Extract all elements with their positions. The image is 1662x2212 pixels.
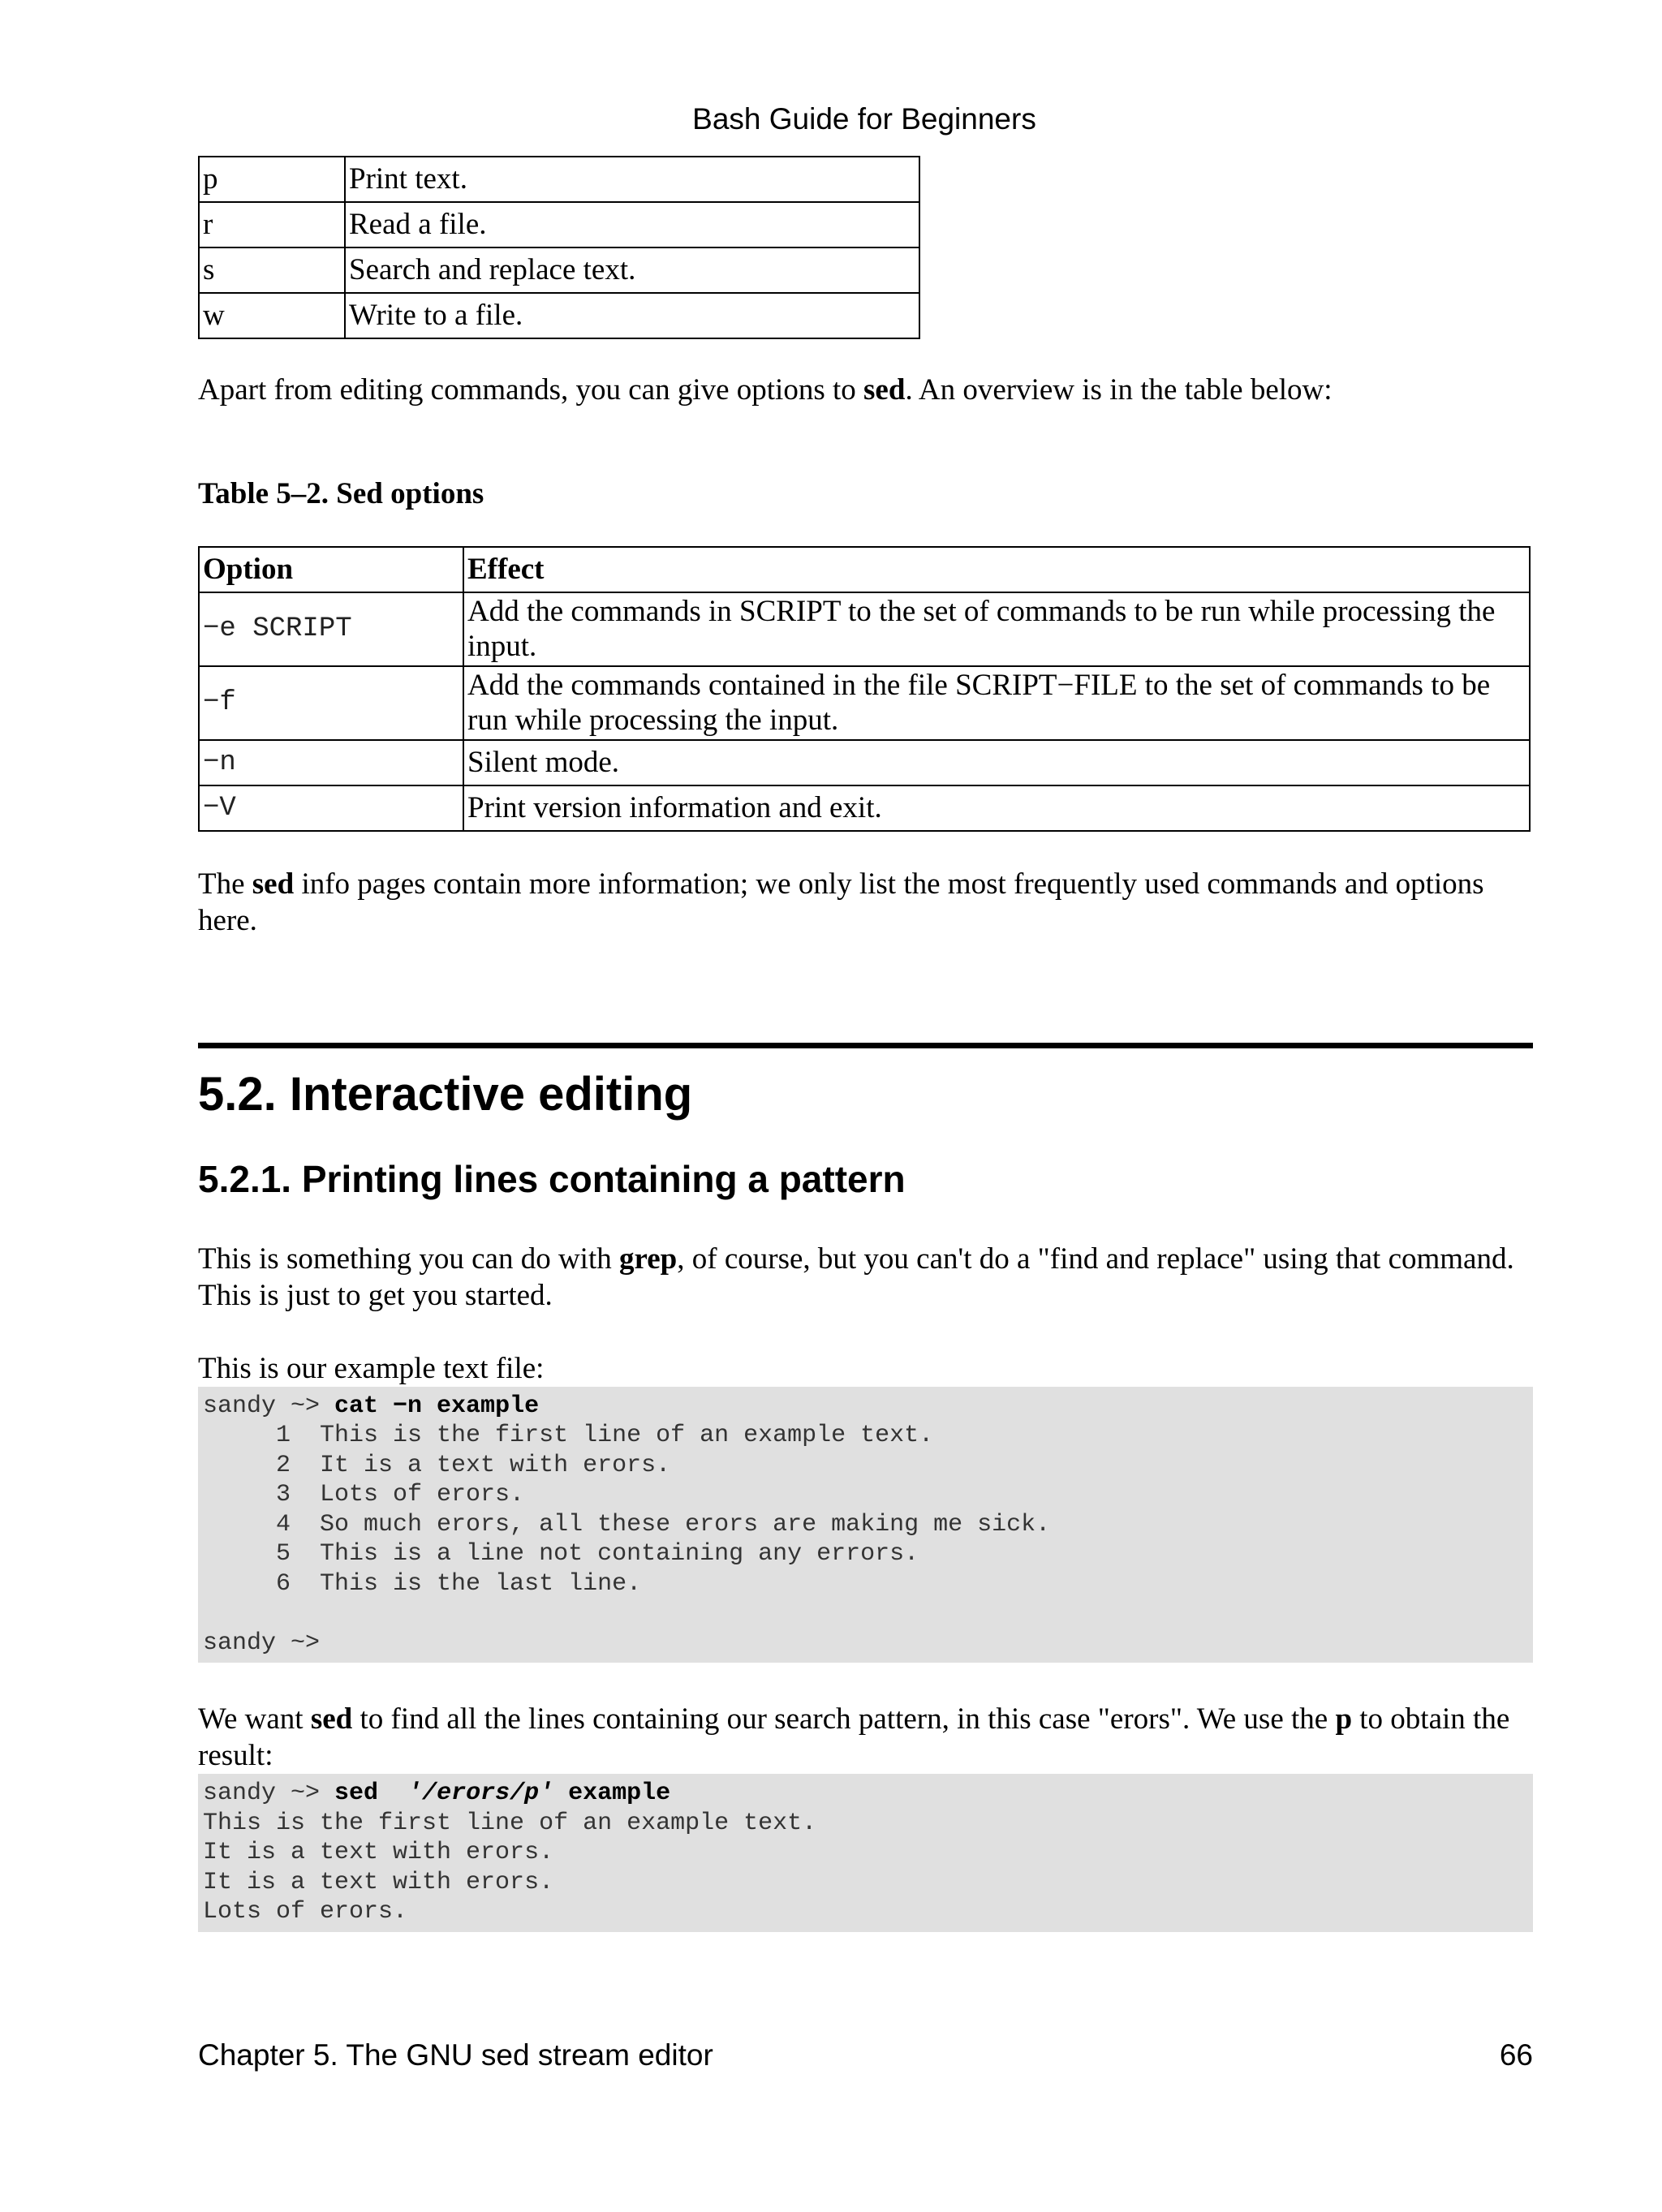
section-title: 5.2. Interactive editing (198, 1068, 693, 1121)
paragraph-info-pages (198, 866, 1533, 939)
page-header: Bash Guide for Beginners (692, 102, 1036, 136)
options-table (198, 546, 1531, 832)
shell-prompt: sandy ~> (203, 1779, 335, 1808)
command-cell: s (199, 247, 345, 293)
sed-keyword: sed (252, 867, 295, 902)
shell-prompt: sandy ~> (203, 1392, 335, 1420)
code-block-sed (198, 1774, 1533, 1932)
text-run: We want (198, 1702, 311, 1736)
table-row (199, 592, 1530, 666)
effect-cell: Add the commands contained in the file SCRIPT−FILE to the set of commands to be run while processing the input. (463, 666, 1530, 740)
text-run: info pages contain more information; we only list the most frequently used commands and options here. (198, 867, 1484, 938)
code-line: 1 This is the first line of an example text. (203, 1422, 934, 1450)
code-line: It is a text with erors. (203, 1839, 554, 1867)
paragraph-sed-search (198, 1701, 1533, 1774)
table-row (199, 157, 919, 202)
table-row (199, 666, 1530, 740)
page-footer (198, 2038, 1533, 2072)
code-line: sandy ~> (203, 1629, 321, 1657)
effect-cell: Silent mode. (463, 740, 1530, 785)
subsection-title: 5.2.1. Printing lines containing a pattern (198, 1157, 906, 1200)
code-block-cat (198, 1387, 1533, 1663)
effect-cell: Print version information and exit. (463, 785, 1530, 831)
option-cell: −V (199, 785, 463, 831)
table-row (199, 740, 1530, 785)
paragraph-options-intro (198, 372, 1533, 408)
shell-argument: '/erors/p' (407, 1779, 554, 1808)
option-cell: −e SCRIPT (199, 592, 463, 666)
effect-cell: Add the commands in SCRIPT to the set of commands to be run while processing the input. (463, 592, 1530, 666)
sed-keyword: sed (310, 1702, 353, 1736)
code-line: 4 So much erors, all these erors are making me sick. (203, 1510, 1051, 1539)
description-cell: Print text. (345, 157, 919, 202)
p-keyword: p (1335, 1702, 1353, 1736)
text-run: to obtain the result: (198, 1702, 1510, 1773)
paragraph-example-file: This is our example text file: (198, 1351, 545, 1385)
column-header-effect: Effect (463, 547, 1530, 592)
whitespace (378, 1779, 407, 1807)
code-line: 2 It is a text with erors. (203, 1451, 671, 1479)
description-cell: Write to a file. (345, 293, 919, 338)
text-run: to find all the lines containing our search pattern, in this case "erors". We use the (352, 1702, 1336, 1736)
option-cell: −n (199, 740, 463, 785)
grep-keyword: grep (619, 1242, 678, 1276)
description-cell: Search and replace text. (345, 247, 919, 293)
section-divider (198, 1043, 1533, 1048)
page-content (198, 156, 1533, 1932)
code-line: 6 This is the last line. (203, 1569, 642, 1598)
page-number: 66 (1499, 2038, 1533, 2072)
table-header-row (199, 547, 1530, 592)
table-row (199, 785, 1530, 831)
code-line: Lots of erors. (203, 1898, 408, 1926)
shell-command: sed (334, 1779, 379, 1808)
text-run: This is something you can do with (198, 1242, 619, 1276)
text-run: Apart from editing commands, you can give options to (198, 373, 864, 407)
option-cell: −f (199, 666, 463, 740)
shell-file-argument: example (553, 1779, 671, 1808)
text-run: The (198, 867, 252, 902)
commands-table (198, 156, 920, 339)
table-row (199, 202, 919, 247)
text-run: . An overview is in the table below: (905, 373, 1333, 407)
command-cell: r (199, 202, 345, 247)
command-cell: w (199, 293, 345, 338)
table-row (199, 247, 919, 293)
column-header-option: Option (199, 547, 463, 592)
paragraph-grep-intro (198, 1241, 1533, 1314)
code-line: It is a text with erors. (203, 1868, 554, 1896)
chapter-title: Chapter 5. The GNU sed stream editor (198, 2038, 713, 2072)
table-caption: Table 5–2. Sed options (198, 477, 484, 510)
code-line: This is the first line of an example text. (203, 1809, 817, 1837)
command-cell: p (199, 157, 345, 202)
code-line: 5 This is a line not containing any errors. (203, 1540, 919, 1569)
shell-command: cat −n example (334, 1392, 540, 1420)
sed-keyword: sed (863, 373, 906, 407)
text-run: , of course, but you can't do a "find and replace" using that command. This is just to get you started. (198, 1242, 1514, 1312)
table-row (199, 293, 919, 338)
description-cell: Read a file. (345, 202, 919, 247)
code-line: 3 Lots of erors. (203, 1481, 525, 1509)
